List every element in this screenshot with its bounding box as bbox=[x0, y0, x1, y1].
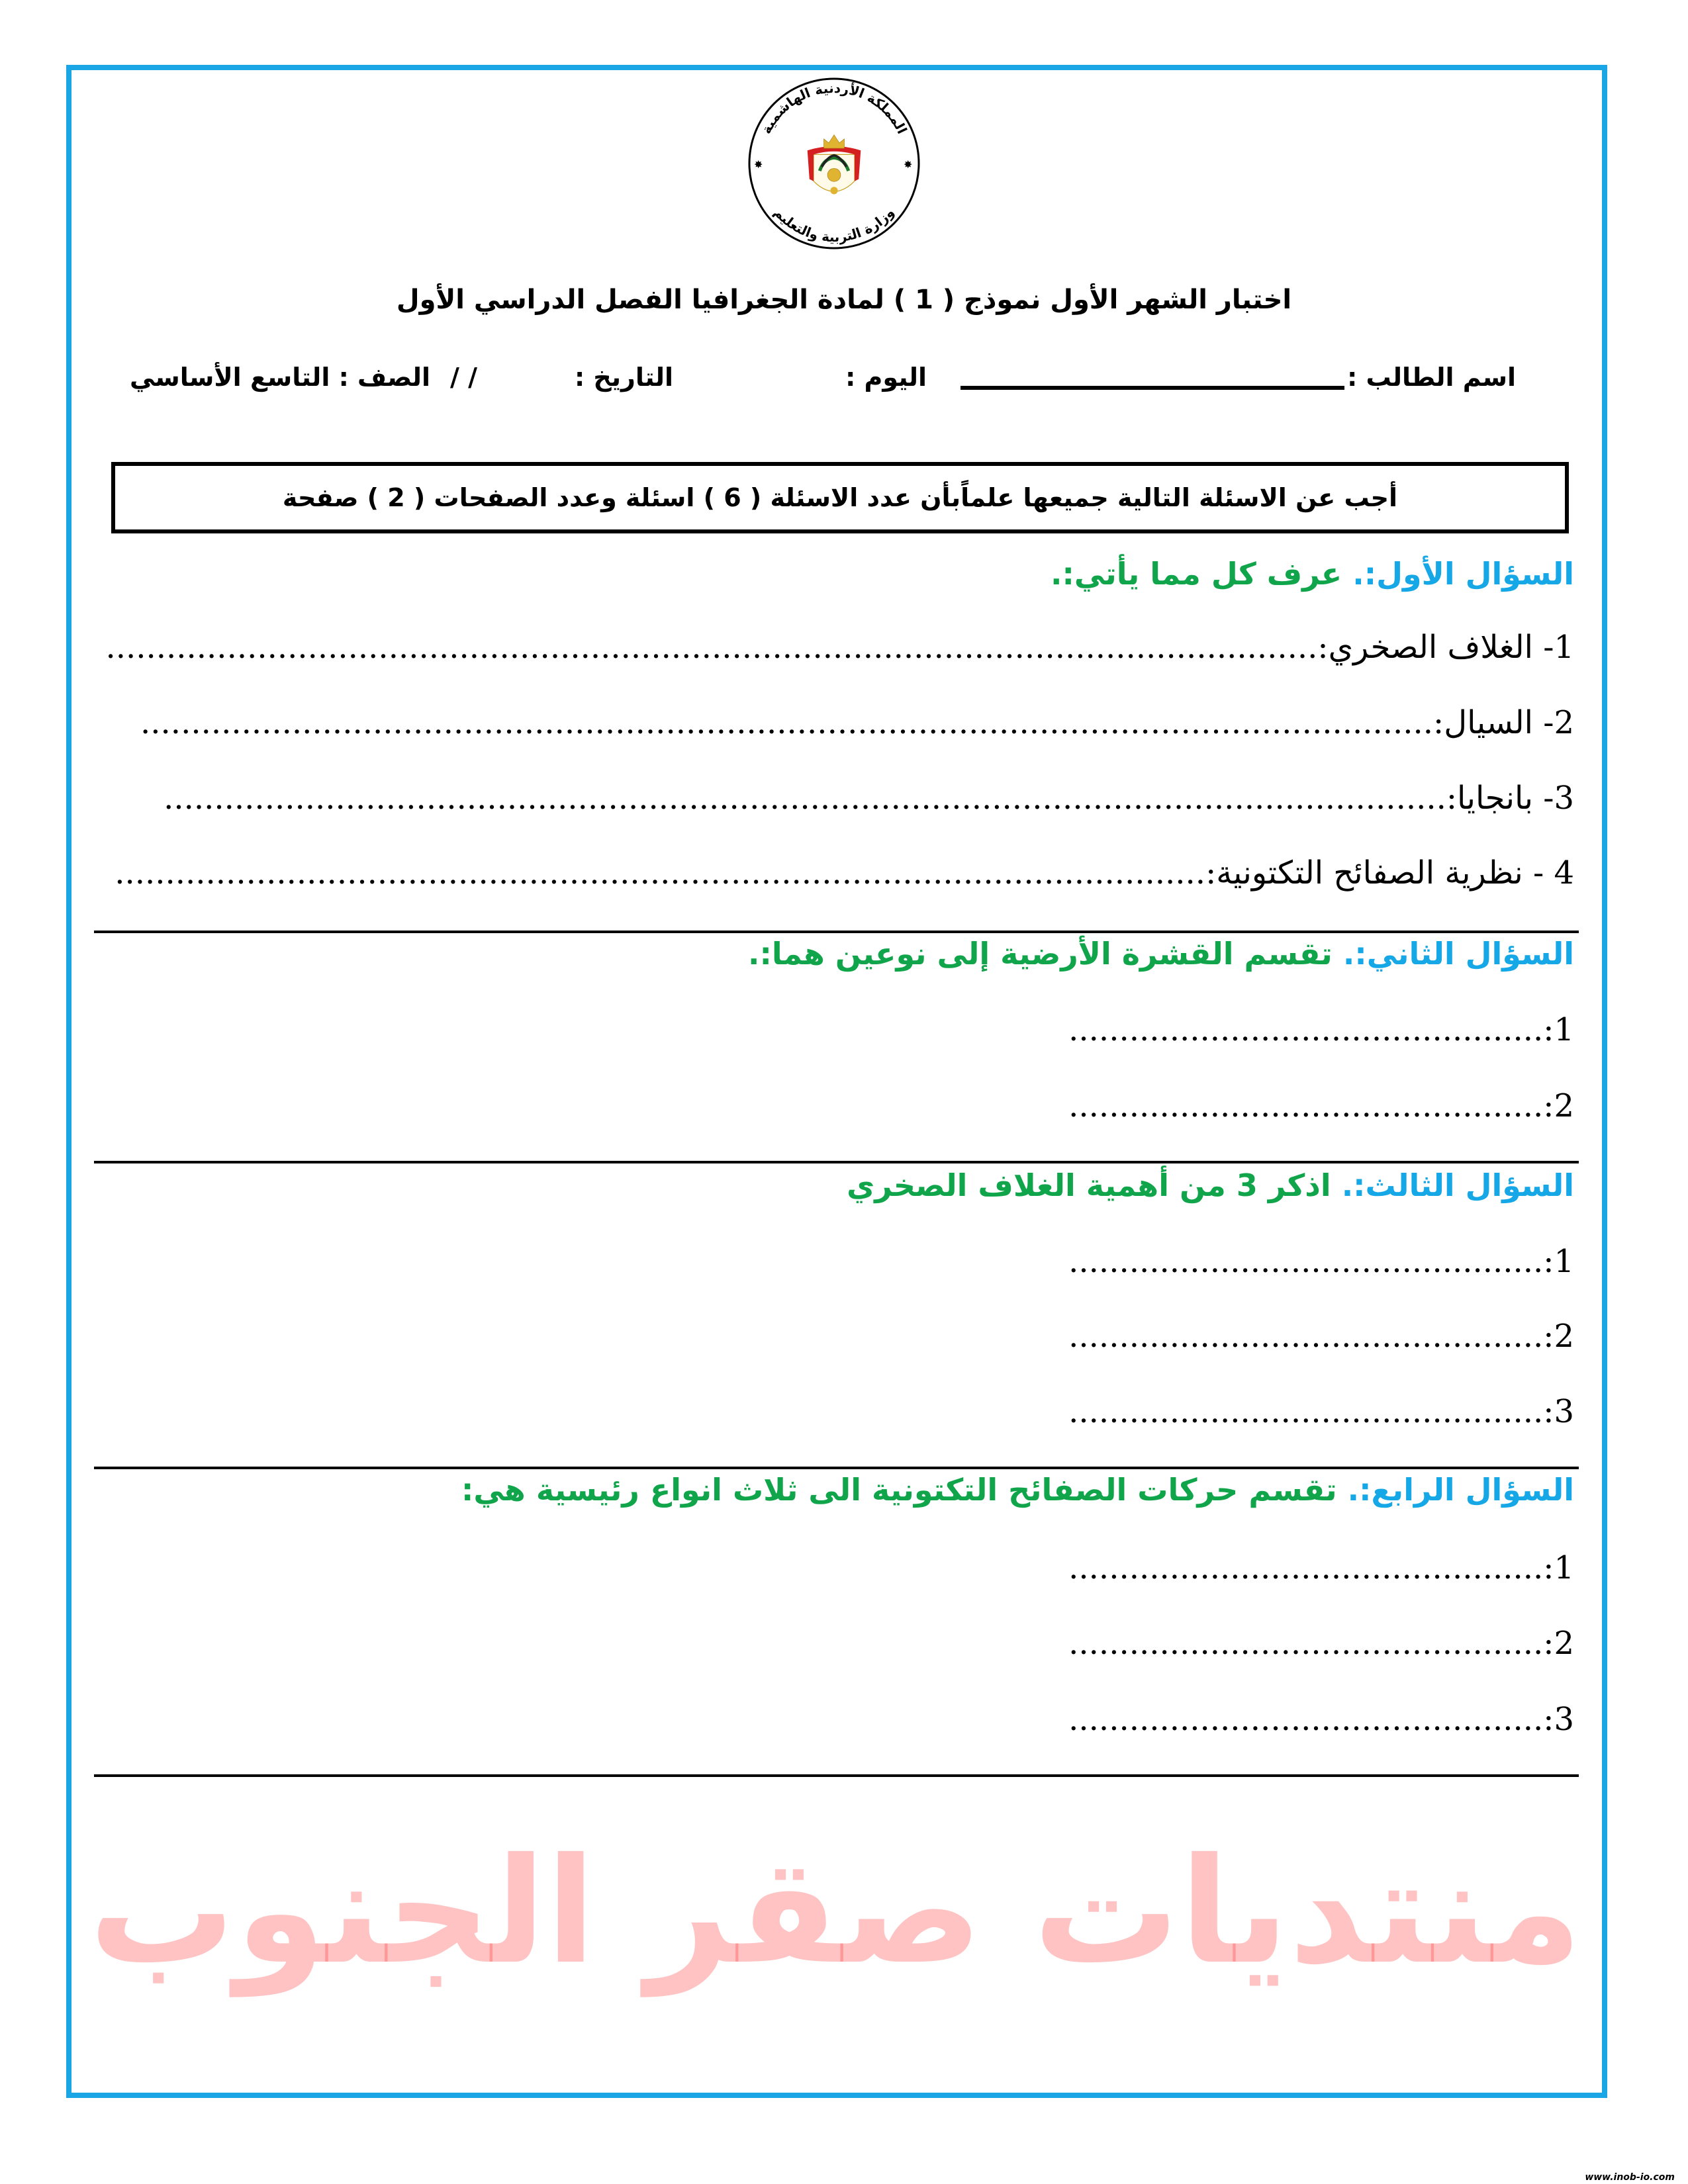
exam-title: اختبار الشهر الأول نموذج ( 1 ) لمادة الجغرافيا الفصل الدراسي الأول bbox=[396, 285, 1292, 315]
star-icon: ✸ bbox=[754, 158, 763, 171]
instructions-box bbox=[111, 462, 1569, 533]
footer-website: www.inob-io.com bbox=[1585, 2172, 1675, 2183]
svg-text:وزارة التربية والتعليم: وزارة التربية والتعليم bbox=[771, 204, 898, 246]
q3-item-1[interactable]: 1: ............................................... bbox=[1068, 1243, 1574, 1280]
q2-item-1[interactable]: 1: ............................................... bbox=[1068, 1011, 1574, 1048]
instructions-text: أجب عن الاسئلة التالية جميعها علماًبأن عدد الاسئلة ( 6 ) اسئلة وعدد الصفحات ( 2 ) صفحة bbox=[282, 483, 1398, 512]
q4-item-1[interactable]: 1: ............................................... bbox=[1068, 1549, 1574, 1586]
q3-item-3[interactable]: 3: ............................................... bbox=[1068, 1393, 1574, 1430]
q1-item-3[interactable]: 3- بانجايا: ............................................................................................................................... bbox=[164, 780, 1574, 817]
q1-item-4[interactable]: 4 - نظرية الصفائح التكتونية: ............................................................................................................ bbox=[115, 854, 1574, 891]
grade-label: الصف : التاسع الأساسي bbox=[129, 363, 430, 392]
watermark: منتديات صقر الجنوب bbox=[89, 1827, 1582, 1996]
q4-item-2[interactable]: 2: ............................................... bbox=[1068, 1625, 1574, 1662]
date-slashes: / / bbox=[450, 363, 477, 392]
ministry-emblem-logo bbox=[745, 74, 923, 253]
q1-item-2[interactable]: 2- السيال: ................................................................................................................................ bbox=[140, 704, 1574, 741]
student-name-line[interactable] bbox=[961, 386, 1344, 390]
question-4-heading: السؤال الرابع:. تقسم حركات الصفائح التكتونية الى ثلاث انواع رئيسية هي: bbox=[461, 1472, 1574, 1508]
date-label: التاريخ : bbox=[574, 363, 673, 392]
divider bbox=[94, 1161, 1579, 1163]
star-icon: ✸ bbox=[904, 158, 913, 171]
divider bbox=[94, 1467, 1579, 1469]
question-1-heading: السؤال الأول:. عرف كل مما يأتي:. bbox=[1051, 556, 1574, 592]
student-name-label: اسم الطالب : bbox=[1347, 363, 1516, 392]
day-label: اليوم : bbox=[845, 363, 927, 392]
question-3-heading: السؤال الثالث:. اذكر 3 من أهمية الغلاف الصخري bbox=[847, 1167, 1574, 1203]
divider bbox=[94, 931, 1579, 933]
divider bbox=[94, 1774, 1579, 1777]
student-name-field[interactable] bbox=[961, 363, 1516, 392]
q1-item-1[interactable]: 1- الغلاف الصخري: ........................................................................................................................ bbox=[105, 629, 1574, 666]
q2-item-2[interactable]: 2: ............................................... bbox=[1068, 1087, 1574, 1124]
q3-item-2[interactable]: 2: ............................................... bbox=[1068, 1318, 1574, 1355]
question-2-heading: السؤال الثاني:. تقسم القشرة الأرضية إلى نوعين هما:. bbox=[747, 936, 1574, 972]
q4-item-3[interactable]: 3: ............................................... bbox=[1068, 1701, 1574, 1738]
svg-text:المملكة الأردنية الهاشمية: المملكة الأردنية الهاشمية bbox=[758, 79, 911, 137]
